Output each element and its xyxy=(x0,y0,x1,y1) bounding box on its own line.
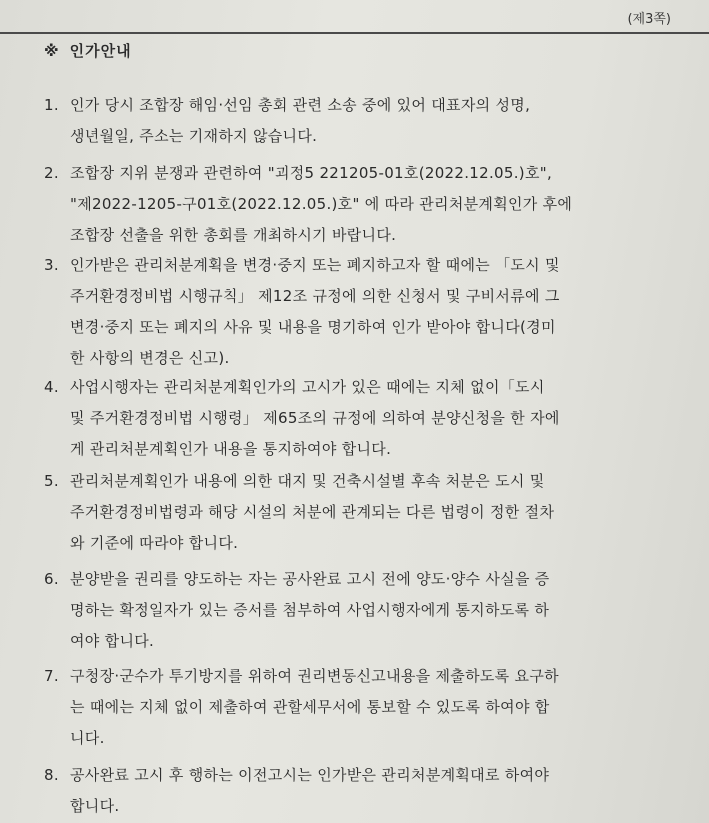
item-line: 한 사항의 변경은 신고). xyxy=(70,349,230,367)
item-line: 주거환경정비법 시행규칙」 제12조 규정에 의한 신청서 및 구비서류에 그 xyxy=(70,287,560,305)
section-title: 인가안내 xyxy=(69,42,132,60)
item-line: 분양받을 권리를 양도하는 자는 공사완료 고시 전에 양도·양수 사실을 증 xyxy=(70,570,550,588)
item-line: 공사완료 고시 후 행하는 이전고시는 인가받은 관리처분계획대로 하여야 xyxy=(70,766,550,784)
item-line: 와 기준에 따라야 합니다. xyxy=(70,534,239,552)
item-number: 1. xyxy=(44,96,59,114)
item-line: 인가받은 관리처분계획을 변경·중지 또는 폐지하고자 할 때에는 「도시 및 xyxy=(70,256,560,274)
item-line: 주거환경정비법령과 해당 시설의 처분에 관계되는 다른 법령이 정한 절차 xyxy=(70,503,555,521)
page-number: (제3쪽) xyxy=(627,12,671,27)
item-line: 니다. xyxy=(70,729,105,747)
item-number: 2. xyxy=(44,164,59,182)
item-number: 8. xyxy=(44,766,59,784)
notice-item-7 xyxy=(44,661,674,754)
notice-item-4 xyxy=(44,372,674,465)
item-line: 합니다. xyxy=(70,797,120,815)
item-line: 관리처분계획인가 내용에 의한 대지 및 건축시설별 후속 처분은 도시 및 xyxy=(70,472,545,490)
item-line: 사업시행자는 관리처분계획인가의 고시가 있은 때에는 지체 없이「도시 xyxy=(70,378,545,396)
item-number: 7. xyxy=(44,667,59,685)
section-header xyxy=(44,40,132,61)
notice-item-2 xyxy=(44,158,674,251)
reference-mark: ※ xyxy=(44,42,60,60)
item-line: 인가 당시 조합장 해임·선임 총회 관련 소송 중에 있어 대표자의 성명, xyxy=(70,96,531,114)
notice-item-5 xyxy=(44,466,674,559)
item-line: 변경·중지 또는 폐지의 사유 및 내용을 명기하여 인가 받아야 합니다(경미 xyxy=(70,318,556,336)
item-line: 명하는 확정일자가 있는 증서를 첨부하여 사업시행자에게 통지하도록 하 xyxy=(70,601,550,619)
notice-item-8 xyxy=(44,760,674,822)
item-number: 6. xyxy=(44,570,59,588)
item-line: 게 관리처분계획인가 내용을 통지하여야 합니다. xyxy=(70,440,392,458)
item-number: 5. xyxy=(44,472,59,490)
notice-item-3 xyxy=(44,250,674,374)
item-line: 조합장 지위 분쟁과 관련하여 "괴정5 221205-01호(2022.12.05.)호", xyxy=(70,164,553,182)
item-number: 4. xyxy=(44,378,59,396)
item-number: 3. xyxy=(44,256,59,274)
item-line: 및 주거환경정비법 시행령」 제65조의 규정에 의하여 분양신청을 한 자에 xyxy=(70,409,560,427)
item-line: 는 때에는 지체 없이 제출하여 관할세무서에 통보할 수 있도록 하여야 합 xyxy=(70,698,550,716)
notice-item-1 xyxy=(44,90,674,152)
notice-item-6 xyxy=(44,564,674,657)
item-line: 조합장 선출을 위한 총회를 개최하시기 바랍니다. xyxy=(70,226,397,244)
top-divider xyxy=(0,32,709,34)
item-line: 여야 합니다. xyxy=(70,632,155,650)
item-line: 구청장·군수가 투기방지를 위하여 권리변동신고내용을 제출하도록 요구하 xyxy=(70,667,559,685)
item-line: "제2022-1205-구01호(2022.12.05.)호" 에 따라 관리처분계획인가 후에 xyxy=(70,195,573,213)
item-line: 생년월일, 주소는 기재하지 않습니다. xyxy=(70,127,318,145)
